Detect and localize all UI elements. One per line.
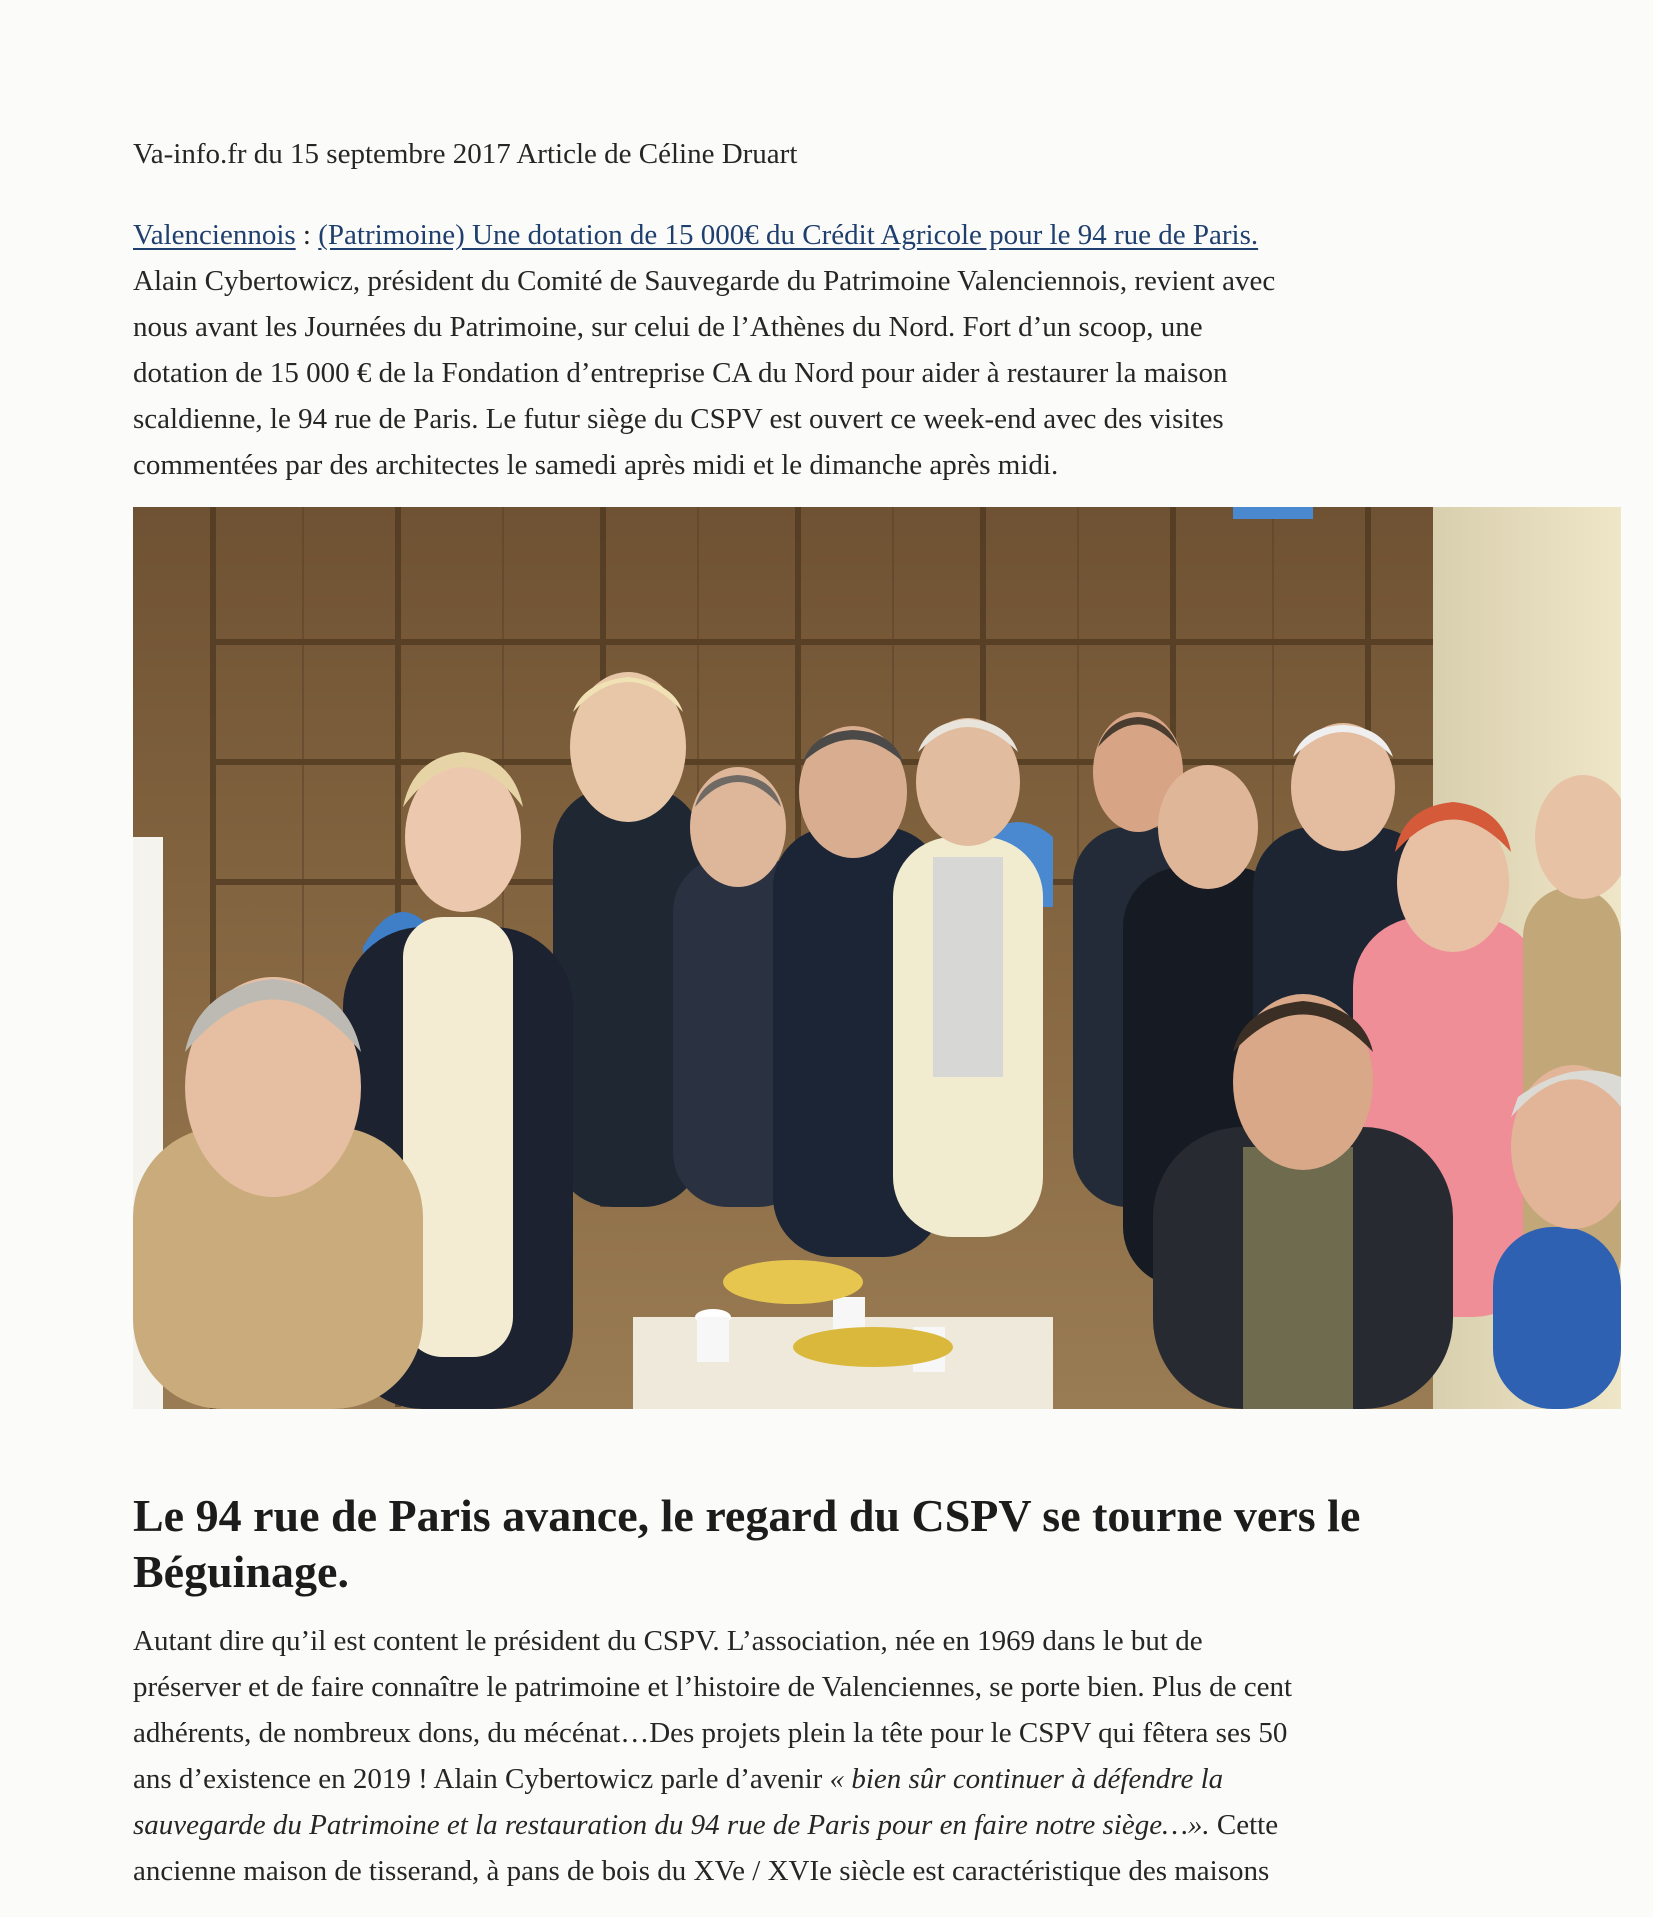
section-title <box>133 1488 1573 1600</box>
headline-link[interactable]: (Patrimoine) Une dotation de 15 000€ du Crédit Agricole pour le 94 rue de Paris. <box>318 219 1259 251</box>
intro-line: Alain Cybertowicz, président du Comité de Sauvegarde du Patrimoine Valenciennois, revient avec <box>133 265 1276 297</box>
intro-line: scaldienne, le 94 rue de Paris. Le futur siège du CSPV est ouvert ce week-end avec des visites <box>133 403 1224 435</box>
intro-line: commentées par des architectes le samedi après midi et le dimanche après midi. <box>133 449 1059 481</box>
group-photo-illustration <box>133 507 1621 1409</box>
intro-paragraph <box>133 258 1493 488</box>
headline-separator: : <box>295 219 319 251</box>
quote-text: sauvegarde du Patrimoine et la restauration du 94 rue de Paris pour en faire notre siège…». <box>133 1809 1210 1841</box>
article-headline <box>133 217 1258 253</box>
category-link[interactable]: Valenciennois <box>133 219 296 251</box>
article-source-line: Va-info.fr du 15 septembre 2017 Article de Céline Druart <box>133 138 798 170</box>
body-line <box>133 1756 1573 1802</box>
intro-line: dotation de 15 000 € de la Fondation d’entreprise CA du Nord pour aider à restaurer la maison <box>133 357 1228 389</box>
body-line: adhérents, de nombreux dons, du mécénat…Des projets plein la tête pour le CSPV qui fêtera ses 50 <box>133 1717 1288 1749</box>
body-line <box>133 1802 1573 1848</box>
body-line: Autant dire qu’il est content le président du CSPV. L’association, née en 1969 dans le but de <box>133 1625 1203 1657</box>
body-line: ancienne maison de tisserand, à pans de bois du XVe / XVIe siècle est caractéristique des maisons <box>133 1855 1270 1887</box>
body-line: préserver et de faire connaître le patrimoine et l’histoire de Valenciennes, se porte bien. Plus de cent <box>133 1671 1293 1703</box>
section-title-line: Le 94 rue de Paris avance, le regard du CSPV se tourne vers le <box>133 1490 1361 1541</box>
body-text-plain: ans d’existence en 2019 ! Alain Cybertowicz parle d’avenir <box>133 1763 830 1795</box>
intro-line: nous avant les Journées du Patrimoine, sur celui de l’Athènes du Nord. Fort d’un scoop, une <box>133 311 1203 343</box>
quote-text: « bien sûr continuer à défendre la <box>829 1763 1224 1795</box>
section-title-line: Béguinage. <box>133 1546 349 1597</box>
group-photo <box>133 507 1621 1409</box>
body-paragraph <box>133 1618 1573 1894</box>
body-text-plain: Cette <box>1209 1809 1279 1841</box>
